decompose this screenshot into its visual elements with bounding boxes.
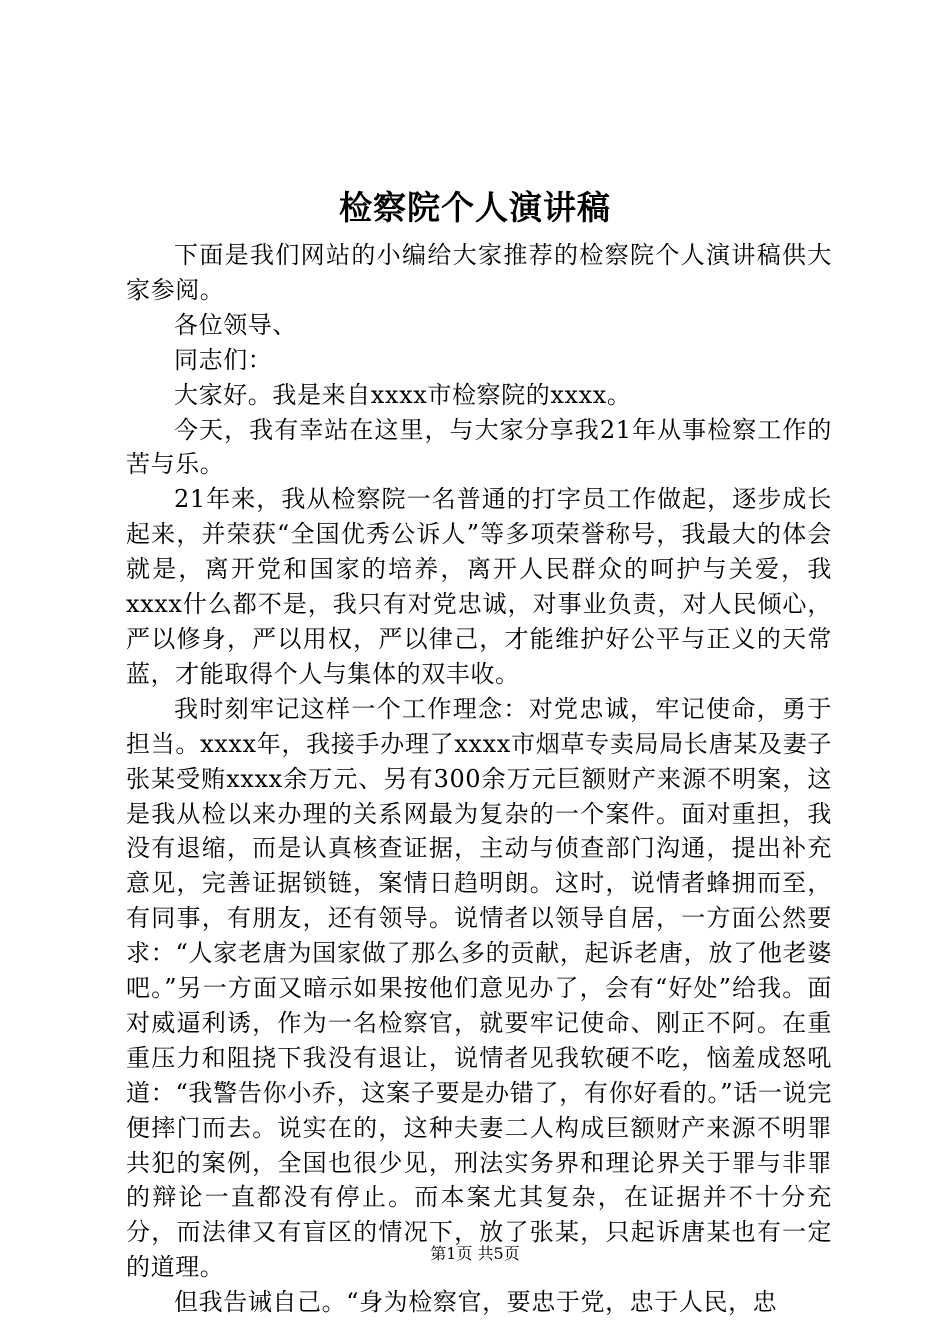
paragraph-greeting: 大家好。我是来自xxxx市检察院的xxxx。 (174, 380, 632, 409)
paragraph-today: 今天，我有幸站在这里，与大家分享我21年从事检察工作的苦与乐。 (126, 415, 832, 479)
paragraph-intro: 下面是我们网站的小编给大家推荐的检察院个人演讲稿供大家参阅。 (126, 241, 832, 304)
paragraph-case: 我时刻牢记这样一个工作理念：对党忠诚，牢记使命，勇于担当。xxxx年，我接手办理了xxxx市烟草专卖局局长唐某及妻子张某受贿xxxx余万元、另有300余万元巨额财产来源不明案，这是我从检以来办理的关系网最为复杂的一个案件。面对重担，我没有退缩，而是认真核查证据，主动与侦查部门沟通，提出补充意见，完善证据锁链，案情日趋明朗。这时，说情者蜂拥而至，有同事，有朋友，还有领导。说情者以领导自居，一方面公然要求：“人家老唐为国家做了那么多的贡献，起诉老唐，放了他老婆吧。”另一方面又暗示如果按他们意见办了，会有“好处”给我。面对威逼利诱，作为一名检察官，就要牢记使命、刚正不阿。在重重压力和阻挠下我没有退让，说情者见我软硬不吃，恼羞成怒吼道：“我警告你小乔，这案子要是办错了，有你好看的。”话一说完便摔门而去。说实在的，这种夫妻二人构成巨额财产来源不明罪共犯的案例，全国也很少见，刑法实务界和理论界关于罪与非罪的辩论一直都没有停止。而本案尤其复杂，在证据并不十分充分，而法律又有盲区的情况下，放了张某，只起诉唐某也有一定的道理。 (126, 694, 832, 1282)
paragraph-21-years: 21年来，我从检察院一名普通的打字员工作做起，逐步成长起来，并荣获“全国优秀公诉人”等多项荣誉称号，我最大的体会就是，离开党和国家的培养，离开人民群众的呵护与关爱，我xxxx什么都不是，我只有对党忠诚，对事业负责，对人民倾心，严以修身，严以用权，严以律己，才能维护好公平与正义的天常蓝，才能取得个人与集体的双丰收。 (126, 485, 832, 688)
document-body (126, 238, 832, 1320)
paragraph-salutation-comrades: 同志们： (174, 345, 273, 374)
page-number-footer: 第1页 共5页 (430, 1244, 520, 1263)
paragraph-continuation: 但我告诫自己。“身为检察官，要忠于党，忠于人民，忠 (174, 1288, 778, 1317)
document-title: 检察院个人演讲稿 (339, 188, 611, 227)
paragraph-salutation-leaders: 各位领导、 (174, 310, 297, 339)
